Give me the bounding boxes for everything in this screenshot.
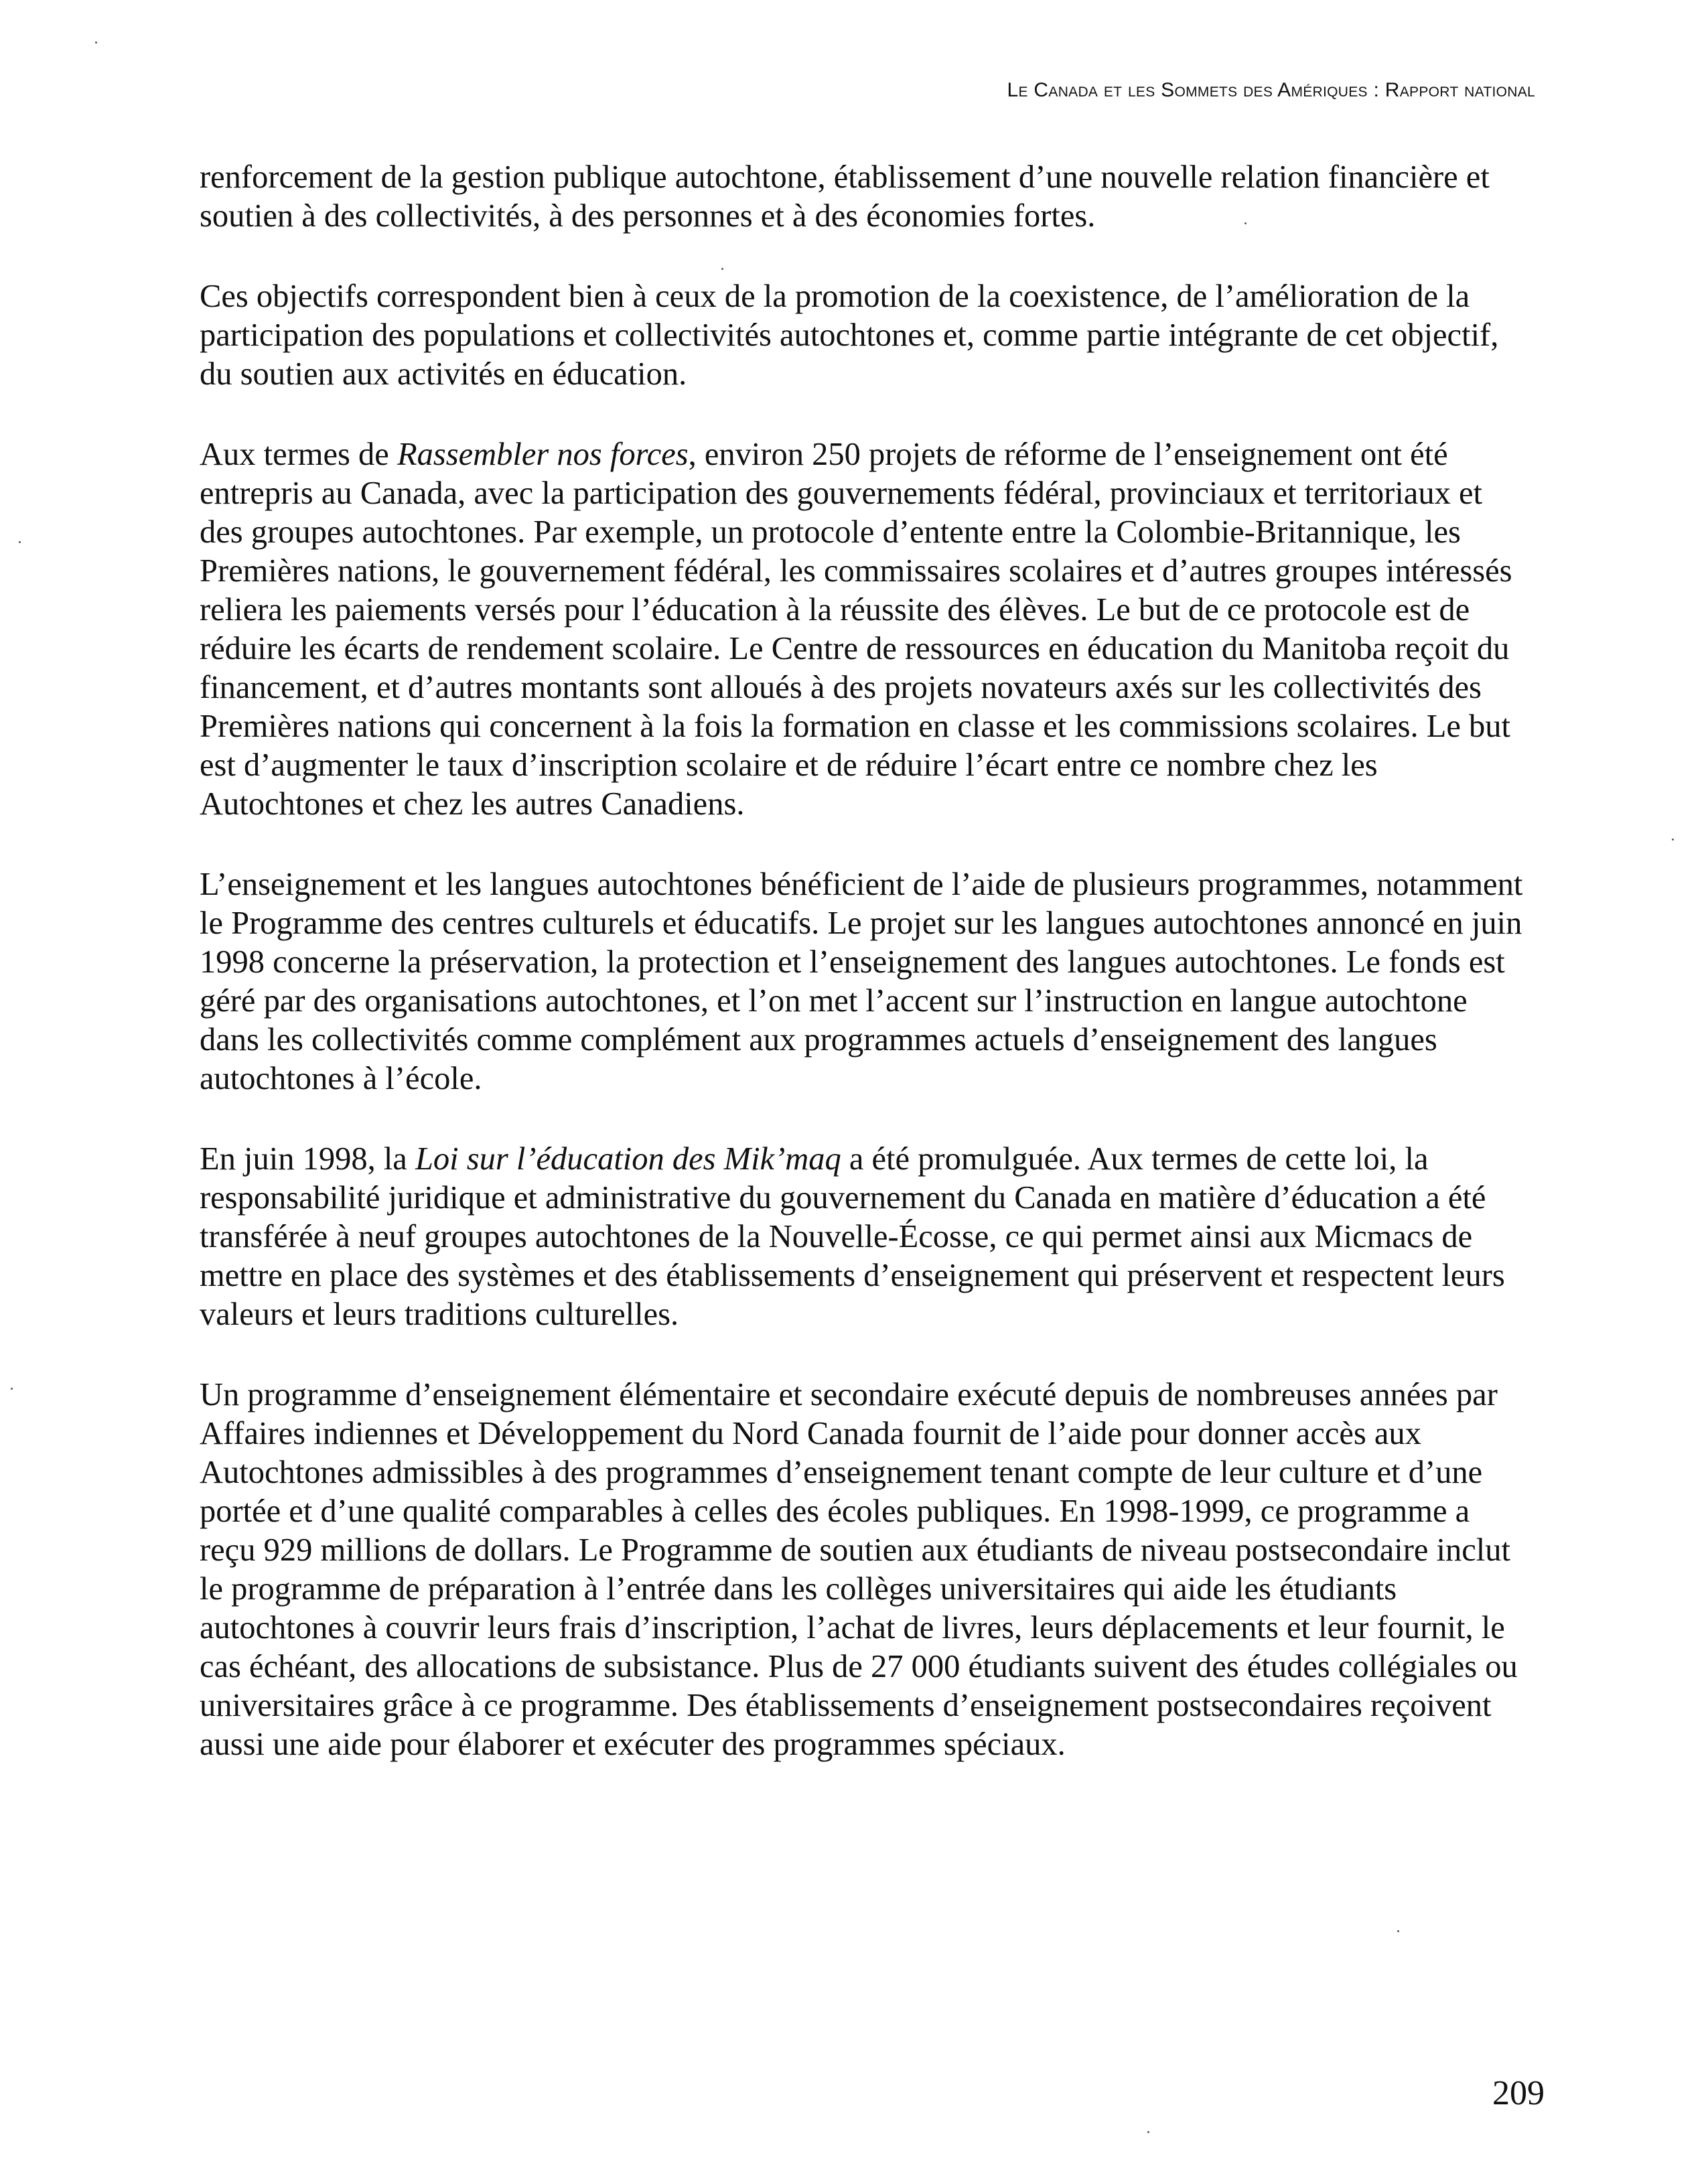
scan-speck xyxy=(95,42,97,44)
paragraph-4: L’enseignement et les langues autochtones bénéficient de l’aide de plusieurs programmes, notamment le Programme des centres culturels et éducatifs. Le projet sur les langues autochtones annoncé en juin 1998 concerne la préservation, la protection et l’enseignement des langues autochtones. Le fonds est géré par des organisations autochtones, et l’on met l’accent sur l’instruction en langue autochtone dans les collectivités comme complément aux programmes actuels d’enseignement des langues autochtones à l’école. xyxy=(200,867,1523,1096)
scan-speck xyxy=(19,541,21,543)
body-text xyxy=(200,158,1533,1806)
title-rassembler-nos-forces: Rassembler nos forces xyxy=(397,437,689,472)
scan-speck xyxy=(11,1388,13,1390)
paragraph-3-rest: , environ 250 projets de réforme de l’enseignement ont été entrepris au Canada, avec la participation des gouvernements fédéral, provinciaux et territoriaux et des groupes autochtones. Par exemple, un protocole d’entente entre la Colombie-Britannique, les Premières nations, le gouvernement fédéral, les commissaires scolaires et d’autres groupes intéressés reliera les paiements versés pour l’éducation à la réussite des élèves. Le but de ce protocole est de réduire les écarts de rendement scolaire. Le Centre de ressources en éducation du Manitoba reçoit du financement, et d’autres montants sont alloués à des projets novateurs axés sur les collectivités des Premières nations qui concernent à la fois la formation en classe et les commissions scolaires. Le but est d’augmenter le taux d’inscription scolaire et de réduire l’écart entre ce nombre chez les Autochtones et chez les autres Canadiens. xyxy=(200,437,1512,822)
paragraph-3 xyxy=(200,435,1533,824)
running-header: Le Canada et les Sommets des Amériques : Rapport national xyxy=(1007,79,1535,101)
scan-speck xyxy=(1147,2131,1149,2133)
paragraph-5 xyxy=(200,1140,1533,1334)
paragraph-3-lead: Aux termes de xyxy=(200,437,397,472)
page-number: 209 xyxy=(1492,2074,1545,2112)
paragraph-5-rest: a été promulguée. Aux termes de cette loi, la responsabilité juridique et administrative du gouvernement du Canada en matière d’éducation a été transférée à neuf groupes autochtones de la Nouvelle-Écosse, ce qui permet ainsi aux Micmacs de mettre en place des systèmes et des établissements d’enseignement qui préservent et respectent leurs valeurs et leurs traditions culturelles. xyxy=(200,1141,1505,1332)
title-loi-education-mikmaq: Loi sur l’éducation des Mik’maq xyxy=(415,1141,841,1177)
paragraph-6: Un programme d’enseignement élémentaire et secondaire exécuté depuis de nombreuses années par Affaires indiennes et Développement du Nord Canada fournit de l’aide pour donner accès aux Autochtones admissibles à des programmes d’enseignement tenant compte de leur culture et d’une portée et d’une qualité comparables à celles des écoles publiques. En 1998-1999, ce programme a reçu 929 millions de dollars. Le Programme de soutien aux étudiants de niveau postsecondaire inclut le programme de préparation à l’entrée dans les collèges universitaires qui aide les étudiants autochtones à couvrir leurs frais d’inscription, l’achat de livres, leurs déplacements et leur fournit, le cas échéant, des allocations de subsistance. Plus de 27 000 étudiants suivent des études collégiales ou universitaires grâce à ce programme. Des établissements d’enseignement postsecondaires reçoivent aussi une aide pour élaborer et exécuter des programmes spéciaux. xyxy=(200,1377,1518,1762)
paragraph-1: renforcement de la gestion publique autochtone, établissement d’une nouvelle relation financière et soutien à des collectivités, à des personnes et à des économies fortes. xyxy=(200,159,1490,234)
paragraph-5-lead: En juin 1998, la xyxy=(200,1141,415,1177)
scan-speck xyxy=(721,268,723,270)
scan-speck xyxy=(1244,222,1247,224)
scan-speck xyxy=(1672,839,1674,841)
scan-speck xyxy=(1397,1930,1399,1932)
paragraph-2: Ces objectifs correspondent bien à ceux de la promotion de la coexistence, de l’amélioration de la participation des populations et collectivités autochtones et, comme partie intégrante de cet objectif, du soutien aux activités en éducation. xyxy=(200,279,1499,392)
